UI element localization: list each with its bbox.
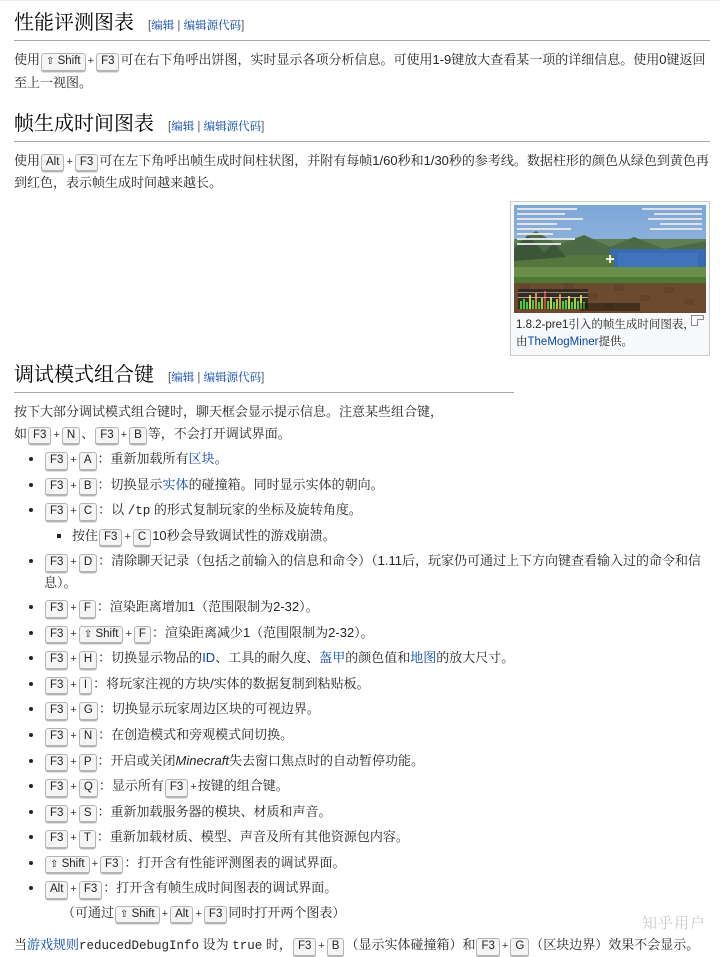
- paragraph-perf: 使用 ⇧ Shift + F3 可在右下角呼出饼图，实时显示各项分析信息。可使用1-9键放大查看某一项的详细信息。使用0键返回至上一视图。: [14, 52, 706, 90]
- intro-line1: 按下大部分调试模式组合键时，聊天框会显示提示信息。注意某些组合键，: [14, 404, 444, 420]
- code-true: true: [232, 939, 263, 954]
- list-item: • F3 + C ：以 /tp 的形式复制玩家的坐标及旋转角度。 ▪ 按住 F3 + C 10秒会导致调试性的游戏崩溃。: [44, 500, 710, 547]
- key-f3: F3: [75, 154, 98, 173]
- thumbnail-image[interactable]: [514, 205, 706, 313]
- watermark: 知乎用户: [641, 914, 706, 932]
- heading-rule: [14, 388, 514, 393]
- key-n: N: [62, 427, 80, 446]
- intro-line2-prefix: 如: [14, 425, 28, 441]
- debug-key-list: [14, 449, 710, 924]
- list-item: • F3 + ⇧ Shift + F ：渲染距离减少1（范围限制为2-32）。: [44, 623, 710, 645]
- link-entity[interactable]: 实体: [162, 476, 189, 492]
- magnify-icon[interactable]: [691, 315, 704, 326]
- edit-link[interactable]: 编辑: [171, 120, 195, 133]
- code-tp: /tp: [127, 504, 151, 519]
- page-title: 性能评测图表: [14, 12, 134, 34]
- key-shift: ⇧ Shift: [41, 53, 86, 72]
- list-item: ▪ 按住 F3 + C 10秒会导致调试性的游戏崩溃。: [72, 526, 710, 548]
- caption-text-post: 提供。: [598, 335, 633, 348]
- key-alt: Alt: [41, 154, 64, 173]
- list-item: • ⇧ Shift + F3 ：打开含有性能评测图表的调试界面。: [44, 853, 710, 875]
- minecraft-screenshot-image: [514, 205, 706, 313]
- code-reduceddebuginfo: reducedDebugInfo: [79, 939, 200, 954]
- paragraph-frametime: 使用 Alt + F3 可在左下角呼出帧生成时间柱状图，并附有每帧1/60秒和1/30秒的参考线。数据柱形的颜色从绿色到黄色再到红色，表示帧生成时间越来越长。: [14, 152, 709, 191]
- section-heading-frametime: 帧生成时间图表 [编辑 | 编辑源代码]: [14, 112, 265, 135]
- paragraph-footer-note: 当游戏规则reducedDebugInfo 设为 true 时， F3 + B （显示实体碰撞箱）和 F3 + G （区块边界）效果不会显示。: [14, 934, 710, 957]
- key-f3: F3: [95, 427, 118, 446]
- list-item: • F3 + P ：开启或关闭Minecraft失去窗口焦点时的自动暂停功能。: [44, 751, 710, 773]
- thumbnail-frametime-graph: [510, 201, 710, 356]
- section-edit-links-debugkeys: [编辑 | 编辑源代码]: [168, 372, 265, 385]
- link-id[interactable]: ID: [202, 650, 216, 666]
- section-edit-links-perf: [编辑 | 编辑源代码]: [148, 20, 245, 32]
- list-item: • F3 + F ：渲染距离增加1（范围限制为2-32）。: [44, 597, 710, 619]
- edit-link[interactable]: 编辑: [171, 372, 195, 385]
- heading-rule: [14, 137, 710, 142]
- section-heading-perf: [14, 8, 710, 36]
- list-item: • F3 + A ：重新加载所有区块。: [44, 449, 710, 471]
- list-item: • F3 + B ：切换显示实体的碰撞箱。同时显示实体的朝向。: [44, 475, 710, 497]
- edit-source-link[interactable]: 编辑源代码: [203, 372, 262, 385]
- section-edit-links-frametime: [编辑 | 编辑源代码]: [168, 120, 265, 133]
- list-item: • F3 + Q ：显示所有 F3 +按键的组合键。: [44, 776, 710, 798]
- edit-link[interactable]: 编辑: [151, 20, 175, 32]
- caption-author-link[interactable]: TheMogMiner: [527, 335, 599, 348]
- caption-text-pre: 1.8.2-pre1引入的帧生成时间图表，由: [516, 319, 695, 348]
- link-map[interactable]: 地图: [410, 650, 437, 666]
- list-item: • F3 + H ：切换显示物品的ID、工具的耐久度、盔甲的颜色值和地图的放大尺寸。: [44, 648, 710, 670]
- section-heading-debugkeys: 调试模式组合键 [编辑 | 编辑源代码]: [14, 364, 265, 387]
- heading-rule: [14, 36, 710, 41]
- thumbnail-caption: [514, 313, 706, 352]
- list-item: • F3 + N ：在创造模式和旁观模式间切换。: [44, 725, 710, 747]
- list-item: • Alt + F3 ：打开含有帧生成时间图表的调试界面。 （可通过 ⇧ Shift + Alt + F3 同时打开两个图表）: [44, 878, 710, 924]
- link-armor[interactable]: 盔甲: [319, 650, 346, 666]
- intro-line2-suffix: 等，不会打开调试界面。: [147, 425, 291, 441]
- key-f3: F3: [28, 427, 51, 446]
- sub-list: [44, 526, 710, 548]
- list-item: • F3 + I ：将玩家注视的方块/实体的数据复制到粘贴板。: [44, 674, 710, 696]
- key-f3: F3: [96, 53, 119, 72]
- list-item: • F3 + D ：清除聊天记录（包括之前输入的信息和命令）（1.11后，玩家仍可通过上下方向键查看输入过的命令和信息）。: [44, 551, 710, 593]
- edit-source-link[interactable]: 编辑源代码: [203, 120, 262, 133]
- key-b: B: [129, 427, 147, 446]
- list-item: • F3 + T ：重新加载材质、模型、声音及所有其他资源包内容。: [44, 827, 710, 849]
- paragraph-debugkeys-intro: 按下大部分调试模式组合键时，聊天框会显示提示信息。注意某些组合键， 如 F3 + N 、 F3 + B 等，不会打开调试界面。: [14, 401, 514, 445]
- edit-source-link[interactable]: 编辑源代码: [183, 20, 242, 32]
- link-chunk[interactable]: 区块: [188, 451, 215, 467]
- sub-note: （可通过 ⇧ Shift + Alt + F3 同时打开两个图表）: [44, 903, 710, 925]
- link-gamerule[interactable]: 游戏规则: [27, 937, 80, 953]
- list-item: • F3 + G ：切换显示玩家周边区块的可视边界。: [44, 699, 710, 721]
- list-item: • F3 + S ：重新加载服务器的模块、材质和声音。: [44, 802, 710, 824]
